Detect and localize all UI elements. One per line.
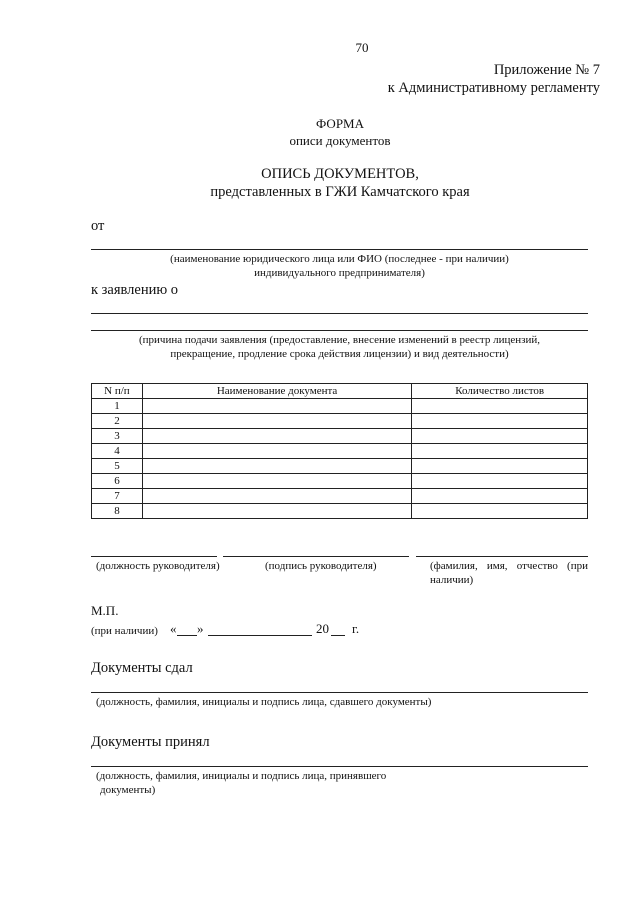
row-number: 4 bbox=[92, 444, 143, 459]
accepted-label: Документы принял bbox=[91, 734, 210, 750]
accepted-caption-1: (должность, фамилия, инициалы и подпись лица, принявшего bbox=[96, 770, 387, 782]
signature-line[interactable] bbox=[223, 556, 409, 557]
row-number: 6 bbox=[92, 474, 143, 489]
table-row bbox=[92, 504, 588, 519]
handed-over-line[interactable] bbox=[91, 692, 588, 693]
form-title: ФОРМА bbox=[316, 116, 364, 131]
position-line[interactable] bbox=[91, 556, 217, 557]
stamp-if-any: (при наличии) bbox=[91, 625, 158, 637]
row-sheets-cell[interactable] bbox=[412, 399, 588, 414]
row-name-cell[interactable] bbox=[142, 489, 411, 504]
documents-table bbox=[91, 383, 588, 519]
reason-caption-1: (причина подачи заявления (предоставление, внесение изменений в реестр лицензий, bbox=[139, 334, 540, 346]
row-name-cell[interactable] bbox=[142, 414, 411, 429]
application-underline-1 bbox=[91, 313, 588, 314]
fio-line[interactable] bbox=[416, 556, 588, 557]
table-row bbox=[92, 459, 588, 474]
application-underline-2 bbox=[91, 330, 588, 331]
fio-caption: (фамилия, имя, отчество (при наличии) bbox=[430, 560, 588, 586]
reason-caption-2: прекращение, продление срока действия лицензии) и вид деятельности) bbox=[170, 348, 509, 360]
row-name-cell[interactable] bbox=[142, 444, 411, 459]
table-row bbox=[92, 444, 588, 459]
table-row bbox=[92, 414, 588, 429]
from-caption-2: индивидуального предпринимателя) bbox=[254, 267, 425, 279]
row-sheets-cell[interactable] bbox=[412, 489, 588, 504]
table-row bbox=[92, 474, 588, 489]
row-name-cell[interactable] bbox=[142, 459, 411, 474]
year-prefix: 20 bbox=[316, 621, 329, 636]
table-header-row bbox=[92, 384, 588, 399]
row-sheets-cell[interactable] bbox=[412, 474, 588, 489]
signature-caption: (подпись руководителя) bbox=[265, 560, 377, 572]
from-underline bbox=[91, 249, 588, 250]
handed-over-label: Документы сдал bbox=[91, 660, 193, 676]
col-sheets-header: Количество листов bbox=[412, 384, 588, 399]
table-row bbox=[92, 429, 588, 444]
date-quote-close: » bbox=[197, 621, 204, 636]
col-number-header: N п/п bbox=[92, 384, 143, 399]
row-name-cell[interactable] bbox=[142, 429, 411, 444]
inventory-title: ОПИСЬ ДОКУМЕНТОВ, bbox=[261, 166, 419, 182]
appendix-regulation: к Административному регламенту bbox=[387, 80, 600, 96]
application-label: к заявлению о bbox=[91, 282, 179, 298]
from-caption-1: (наименование юридического лица или ФИО (последнее - при наличии) bbox=[170, 253, 509, 265]
month-line[interactable] bbox=[208, 635, 312, 636]
row-name-cell[interactable] bbox=[142, 474, 411, 489]
row-sheets-cell[interactable] bbox=[412, 414, 588, 429]
row-number: 8 bbox=[92, 504, 143, 519]
table-row bbox=[92, 399, 588, 414]
accepted-line[interactable] bbox=[91, 766, 588, 767]
year-line[interactable] bbox=[331, 635, 345, 636]
row-sheets-cell[interactable] bbox=[412, 444, 588, 459]
row-sheets-cell[interactable] bbox=[412, 504, 588, 519]
page-number: 70 bbox=[355, 40, 369, 55]
col-name-header: Наименование документа bbox=[142, 384, 411, 399]
row-number: 2 bbox=[92, 414, 143, 429]
accepted-caption-2: документы) bbox=[100, 784, 156, 796]
row-number: 3 bbox=[92, 429, 143, 444]
from-label: от bbox=[91, 218, 105, 234]
position-caption: (должность руководителя) bbox=[96, 560, 220, 572]
row-number: 5 bbox=[92, 459, 143, 474]
stamp-mark: М.П. bbox=[91, 603, 119, 618]
year-suffix: г. bbox=[352, 621, 360, 636]
row-number: 1 bbox=[92, 399, 143, 414]
table-row bbox=[92, 489, 588, 504]
date-quote-open: « bbox=[170, 621, 177, 636]
row-number: 7 bbox=[92, 489, 143, 504]
handed-over-caption: (должность, фамилия, инициалы и подпись лица, сдавшего документы) bbox=[96, 696, 432, 708]
row-sheets-cell[interactable] bbox=[412, 459, 588, 474]
inventory-subtitle: представленных в ГЖИ Камчатского края bbox=[210, 184, 470, 200]
appendix-number: Приложение № 7 bbox=[493, 62, 600, 78]
day-line[interactable] bbox=[177, 635, 197, 636]
row-sheets-cell[interactable] bbox=[412, 429, 588, 444]
form-subtitle: описи документов bbox=[289, 133, 391, 148]
row-name-cell[interactable] bbox=[142, 399, 411, 414]
row-name-cell[interactable] bbox=[142, 504, 411, 519]
